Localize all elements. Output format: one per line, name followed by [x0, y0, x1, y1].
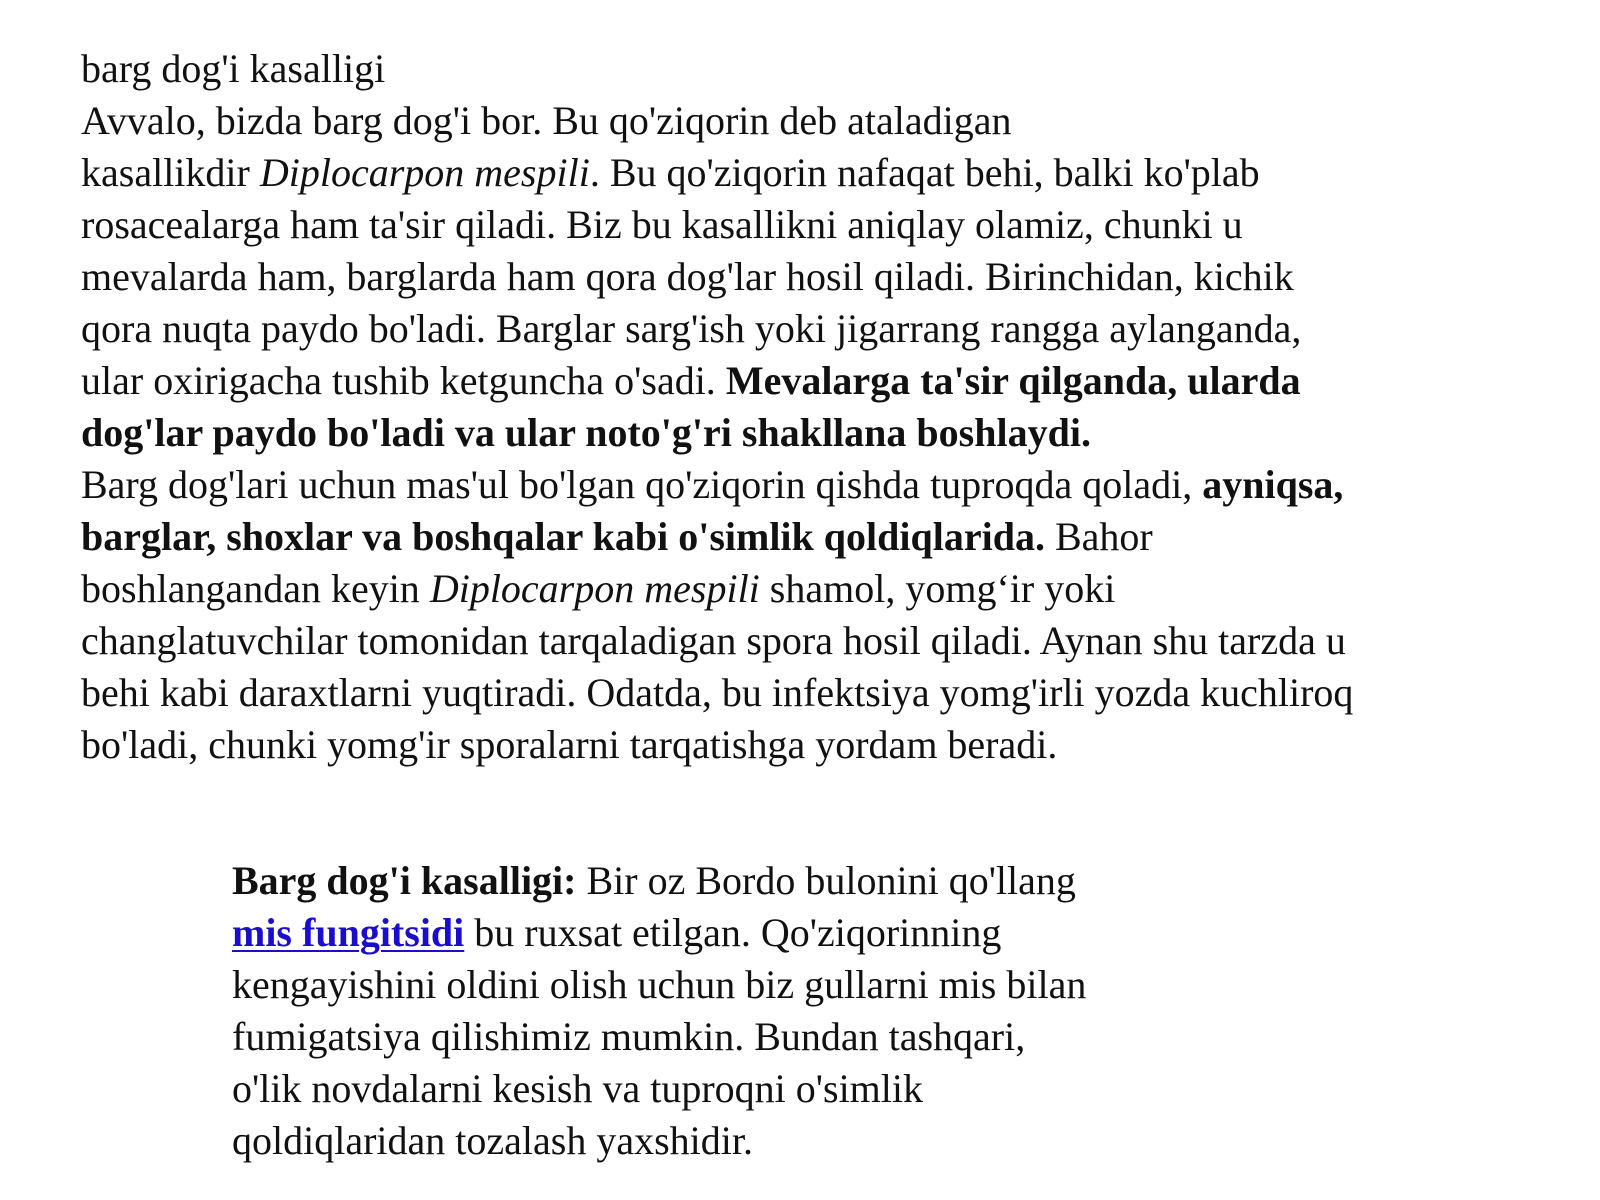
bold-emphasis: barglar, shoxlar va boshqalar kabi o'simlik qoldiqlarida. [81, 514, 1045, 559]
text-run: shamol, yomg‘ir yoki [759, 566, 1116, 611]
paragraph-line [81, 563, 1561, 615]
text-run: ular oxirigacha tushib ketguncha o'sadi. [81, 358, 726, 403]
paragraph-line: qora nuqta paydo bo'ladi. Barglar sarg'ish yoki jigarrang rangga aylanganda, [81, 306, 1302, 351]
bold-emphasis: dog'lar paydo bo'ladi va ular noto'g'ri shakllana boshlaydi. [81, 410, 1091, 455]
note-line: fumigatsiya qilishimiz mumkin. Bundan tashqari, [232, 1014, 1026, 1059]
paragraph-1 [81, 95, 1561, 459]
bold-emphasis: Mevalarga ta'sir qilganda, ularda [725, 358, 1301, 403]
treatment-note [232, 855, 1232, 1167]
bold-emphasis: ayniqsa, [1202, 462, 1344, 507]
article-body [81, 43, 1561, 771]
text-run: Barg dog'lari uchun mas'ul bo'lgan qo'ziqorin qishda tuproqda qoladi, [81, 462, 1203, 507]
copper-fungicide-link[interactable]: mis fungitsidi [232, 910, 465, 955]
paragraph-line [81, 511, 1561, 563]
paragraph-line: behi kabi daraxtlarni yuqtiradi. Odatda, bu infektsiya yomg'irli yozda kuchliroq [81, 670, 1354, 715]
text-run: . Bu qo'ziqorin nafaqat behi, balki ko'plab [589, 150, 1260, 195]
paragraph-line: changlatuvchilar tomonidan tarqaladigan spora hosil qiladi. Aynan shu tarzda u [81, 618, 1346, 663]
text-run: Bahor [1044, 514, 1153, 559]
paragraph-line: rosacealarga ham ta'sir qiladi. Biz bu kasallikni aniqlay olamiz, chunki u [81, 202, 1243, 247]
paragraph-line: bo'ladi, chunki yomg'ir sporalarni tarqatishga yordam beradi. [81, 722, 1058, 767]
paragraph-line [81, 147, 1561, 199]
species-name-italic: Diplocarpon mespili [259, 150, 590, 195]
note-line: o'lik novdalarni kesish va tuproqni o'simlik [232, 1066, 924, 1111]
paragraph-line: Avvalo, bizda barg dog'i bor. Bu qo'ziqorin deb ataladigan [81, 98, 1012, 143]
note-line [232, 907, 1232, 959]
note-line: qoldiqlaridan tozalash yaxshidir. [232, 1118, 753, 1163]
paragraph-line [81, 459, 1561, 511]
text-run: bu ruxsat etilgan. Qo'ziqorinning [464, 910, 1002, 955]
species-name-italic: Diplocarpon mespili [429, 566, 760, 611]
article-heading: barg dog'i kasalligi [81, 46, 386, 91]
paragraph-line: mevalarda ham, barglarda ham qora dog'lar hosil qiladi. Birinchidan, kichik [81, 254, 1294, 299]
note-line: kengayishini oldini olish uchun biz gullarni mis bilan [232, 962, 1087, 1007]
paragraph-2 [81, 459, 1561, 771]
paragraph-line [81, 355, 1561, 407]
paragraph-line [81, 407, 1561, 459]
text-run: kasallikdir [81, 150, 260, 195]
note-line [232, 855, 1232, 907]
note-label: Barg dog'i kasalligi: [232, 858, 577, 903]
text-run: Bir oz Bordo bulonini qo'llang [576, 858, 1076, 903]
text-run: boshlangandan keyin [81, 566, 430, 611]
